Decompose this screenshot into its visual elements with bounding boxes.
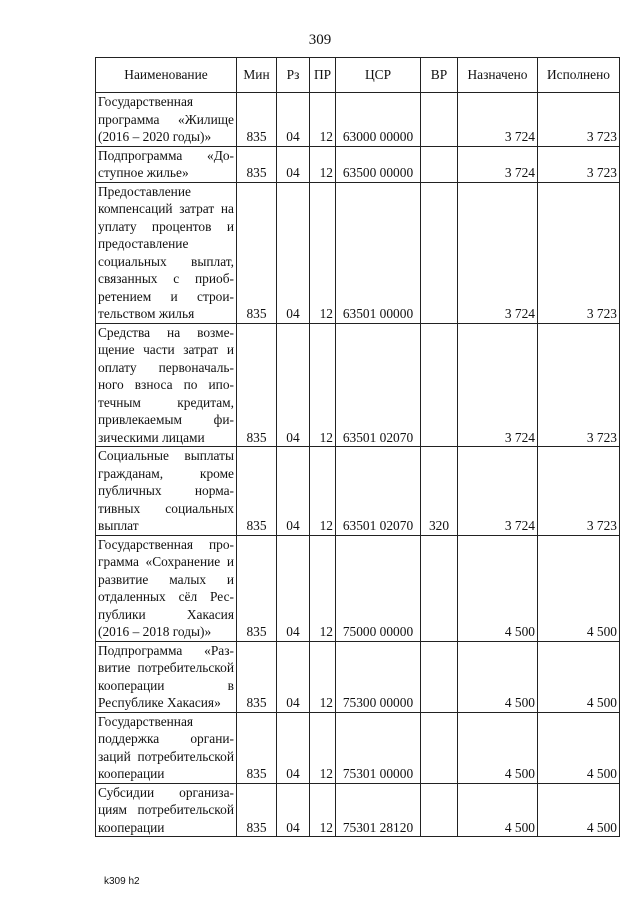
row-assigned: 3 724 [458,447,538,536]
row-name: Средства на возмещение части затрат и оплату первоначального взноса по ипотечным кредитам, привлекаемым физическими лицами [96,323,237,447]
row-vr [421,323,458,447]
row-rz: 04 [277,146,310,182]
row-min: 835 [237,641,277,712]
budget-table [95,57,620,837]
table-row [96,447,620,536]
row-min: 835 [237,323,277,447]
row-executed: 3 723 [538,447,620,536]
row-vr [421,712,458,783]
row-pr: 12 [310,93,336,147]
row-rz: 04 [277,323,310,447]
row-min: 835 [237,182,277,323]
row-assigned: 3 724 [458,182,538,323]
row-csr: 75300 00000 [336,641,421,712]
col-header-assigned: Назначено [458,58,538,93]
row-assigned: 4 500 [458,535,538,641]
row-name: Государственная программа «Жилище (2016 – 2020 годы)» [96,93,237,147]
row-executed: 4 500 [538,783,620,837]
row-min: 835 [237,146,277,182]
row-csr: 63501 00000 [336,182,421,323]
row-csr: 63500 00000 [336,146,421,182]
row-executed: 3 723 [538,93,620,147]
row-pr: 12 [310,641,336,712]
col-header-min: Мин [237,58,277,93]
row-executed: 4 500 [538,712,620,783]
row-assigned: 3 724 [458,323,538,447]
row-min: 835 [237,712,277,783]
page-number: 309 [308,32,332,48]
table-row [96,93,620,147]
row-vr [421,535,458,641]
footer-code: k309 h2 [104,876,140,887]
table-row [96,712,620,783]
row-assigned: 3 724 [458,146,538,182]
row-min: 835 [237,93,277,147]
table-row [96,146,620,182]
row-executed: 3 723 [538,146,620,182]
row-pr: 12 [310,712,336,783]
row-pr: 12 [310,447,336,536]
col-header-rz: Рз [277,58,310,93]
col-header-name: Наименование [96,58,237,93]
row-pr: 12 [310,182,336,323]
row-rz: 04 [277,535,310,641]
row-rz: 04 [277,447,310,536]
row-rz: 04 [277,182,310,323]
row-csr: 75000 00000 [336,535,421,641]
row-pr: 12 [310,323,336,447]
row-name: Государственная программа «Сохранение и развитие малых и отдаленных сёл Республики Хакасия (2016 – 2018 годы)» [96,535,237,641]
row-csr: 63000 00000 [336,93,421,147]
col-header-executed: Исполнено [538,58,620,93]
row-assigned: 3 724 [458,93,538,147]
col-header-csr: ЦСР [336,58,421,93]
row-vr [421,182,458,323]
row-vr [421,146,458,182]
row-vr: 320 [421,447,458,536]
row-pr: 12 [310,146,336,182]
row-csr: 75301 28120 [336,783,421,837]
row-vr [421,783,458,837]
row-name: Государственная поддержка организаций потребительской кооперации [96,712,237,783]
row-min: 835 [237,447,277,536]
table-row [96,182,620,323]
table-row [96,783,620,837]
row-vr [421,641,458,712]
table-row [96,323,620,447]
row-assigned: 4 500 [458,712,538,783]
table-row [96,535,620,641]
row-csr: 75301 00000 [336,712,421,783]
row-csr: 63501 02070 [336,323,421,447]
row-executed: 3 723 [538,182,620,323]
row-rz: 04 [277,641,310,712]
row-name: Подпрограмма «Развитие потребительской кооперации в Республике Хакасия» [96,641,237,712]
table-header-row [96,58,620,93]
row-assigned: 4 500 [458,641,538,712]
row-executed: 4 500 [538,641,620,712]
row-min: 835 [237,783,277,837]
row-min: 835 [237,535,277,641]
row-rz: 04 [277,712,310,783]
row-csr: 63501 02070 [336,447,421,536]
row-executed: 4 500 [538,535,620,641]
row-rz: 04 [277,783,310,837]
row-pr: 12 [310,783,336,837]
row-name: Предоставление компенсаций затрат на уплату процентов и предоставление социальных выплат, связанных с приобретением и строительством жилья [96,182,237,323]
table-row [96,641,620,712]
row-name: Субсидии организациям потребительской кооперации [96,783,237,837]
row-assigned: 4 500 [458,783,538,837]
col-header-pr: ПР [310,58,336,93]
row-name: Подпрограмма «Доступное жилье» [96,146,237,182]
row-vr [421,93,458,147]
row-executed: 3 723 [538,323,620,447]
row-name: Социальные выплаты гражданам, кроме публичных нормативных социальных выплат [96,447,237,536]
row-rz: 04 [277,93,310,147]
col-header-vr: ВР [421,58,458,93]
row-pr: 12 [310,535,336,641]
